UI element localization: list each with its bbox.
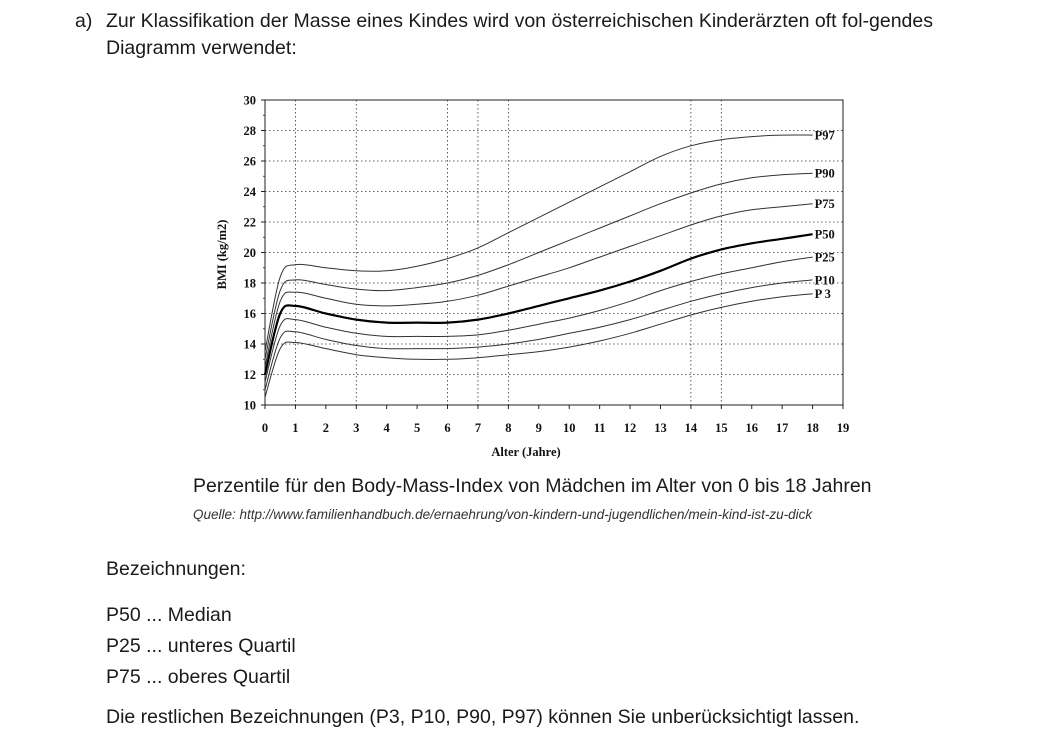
y-tick-label: 22 bbox=[243, 215, 256, 230]
x-tick-label: 9 bbox=[535, 421, 542, 435]
x-tick-label: 1 bbox=[292, 421, 299, 435]
x-tick-label: 19 bbox=[836, 421, 850, 435]
x-tick-label: 0 bbox=[261, 421, 269, 435]
series-label-p90: P90 bbox=[814, 166, 835, 181]
series-label-p50: P50 bbox=[814, 227, 835, 242]
x-tick-label: 12 bbox=[623, 421, 637, 435]
x-tick-label: 8 bbox=[505, 421, 512, 435]
designations-title: Bezeichnungen: bbox=[106, 558, 246, 580]
x-tick-label: 5 bbox=[413, 421, 421, 435]
chart-caption: Perzentile für den Body-Mass-Index von Mädchen im Alter von 0 bis 18 Jahren bbox=[193, 475, 872, 497]
note-text: Die restlichen Bezeichnungen (P3, P10, P90, P97) können Sie unberücksichtigt lassen. bbox=[106, 706, 860, 728]
x-tick-label: 16 bbox=[745, 421, 758, 435]
designation-item: P25 ... unteres Quartil bbox=[106, 635, 296, 657]
series-label-p25: P25 bbox=[814, 250, 835, 265]
chart-source: Quelle: http://www.familienhandbuch.de/ernaehrung/von-kindern-und-jugendlichen/mein-kind-ist-zu-dick bbox=[193, 507, 813, 522]
x-tick-label: 11 bbox=[593, 421, 606, 435]
y-tick-label: 12 bbox=[243, 368, 256, 382]
series-line-p75 bbox=[265, 204, 813, 367]
x-tick-label: 14 bbox=[684, 421, 698, 435]
x-tick-label: 3 bbox=[353, 421, 360, 435]
task-text: Zur Klassifikation der Masse eines Kindes wird von österreichischen Kinderärzten oft fol-gendes Diagramm verwendet: bbox=[106, 10, 933, 59]
series-line-p25 bbox=[265, 257, 813, 382]
series-label-p97: P97 bbox=[814, 128, 835, 143]
y-tick-label: 30 bbox=[243, 93, 256, 108]
x-tick-label: 13 bbox=[654, 421, 667, 435]
task-label: a) bbox=[75, 10, 93, 32]
y-tick-label: 28 bbox=[243, 124, 256, 138]
y-tick-label: 14 bbox=[243, 337, 256, 352]
x-tick-label: 6 bbox=[444, 421, 451, 435]
y-tick-label: 10 bbox=[243, 398, 256, 413]
x-tick-label: 2 bbox=[322, 421, 329, 435]
x-axis-label: Alter (Jahre) bbox=[491, 445, 561, 459]
series-line-p10 bbox=[265, 280, 813, 390]
x-tick-label: 15 bbox=[715, 421, 728, 435]
x-tick-label: 10 bbox=[562, 421, 576, 435]
series-label-p75: P75 bbox=[814, 197, 835, 212]
x-tick-label: 18 bbox=[806, 421, 819, 435]
designation-item: P75 ... oberes Quartil bbox=[106, 666, 291, 688]
y-tick-label: 20 bbox=[243, 246, 256, 260]
designation-item: P50 ... Median bbox=[106, 604, 232, 626]
x-tick-label: 7 bbox=[474, 421, 482, 435]
series-label-p3: P 3 bbox=[814, 287, 831, 302]
y-tick-label: 18 bbox=[243, 276, 256, 291]
designations-list bbox=[106, 600, 296, 693]
series-line-p3 bbox=[265, 294, 813, 398]
y-tick-label: 26 bbox=[243, 154, 256, 169]
x-tick-label: 4 bbox=[383, 421, 390, 435]
y-tick-label: 16 bbox=[243, 307, 256, 321]
y-axis-label: BMI (kg/m2) bbox=[215, 219, 229, 290]
y-tick-label: 24 bbox=[243, 185, 256, 199]
x-tick-label: 17 bbox=[775, 421, 789, 435]
series-label-p10: P10 bbox=[814, 273, 835, 288]
